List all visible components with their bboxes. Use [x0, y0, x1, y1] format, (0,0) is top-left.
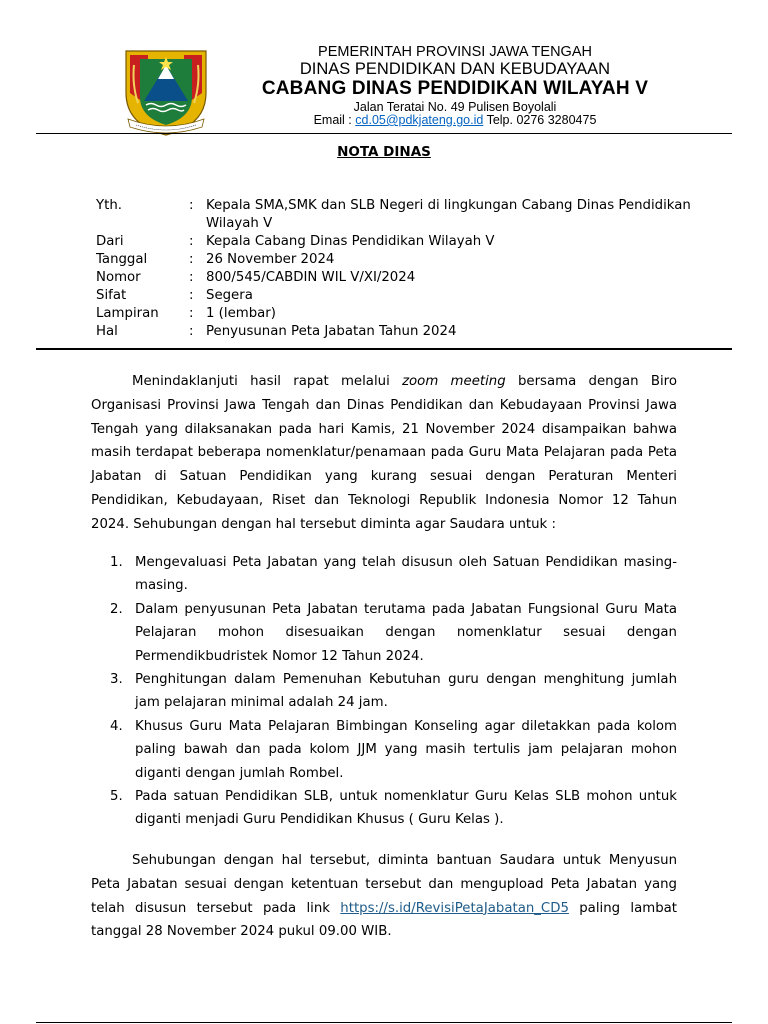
instruction-list [91, 551, 677, 832]
meta-row-sifat [96, 287, 706, 305]
meta-label: Sifat [96, 288, 127, 303]
page-bottom-rule [36, 1022, 732, 1023]
list-item [91, 668, 677, 715]
meta-colon: : [189, 288, 194, 303]
list-item [91, 598, 677, 668]
list-number: 5. [110, 789, 123, 805]
meta-label: Hal [96, 324, 118, 339]
meta-value: 26 November 2024 [206, 252, 335, 267]
metadata-divider [36, 348, 732, 350]
memo-metadata [96, 197, 706, 341]
meta-row-tanggal [96, 251, 706, 269]
header-divider [36, 133, 732, 134]
meta-row-lampiran [96, 305, 706, 323]
paragraph-italic-term: zoom meeting [402, 374, 506, 389]
closing-paragraph [91, 849, 677, 944]
header-address: Jalan Teratai No. 49 Pulisen Boyolali [353, 100, 557, 114]
email-label: Email : [313, 113, 356, 127]
meta-row-hal [96, 323, 706, 341]
meta-colon: : [189, 324, 194, 339]
list-text: Penghitungan dalam Pemenuhan Kebutuhan guru dengan menghitung jumlah jam pelajaran minimal adalah 24 jam. [135, 672, 677, 711]
header-contact [240, 113, 670, 127]
meta-colon: : [189, 306, 194, 321]
meta-row-dari [96, 233, 706, 251]
meta-row-nomor [96, 269, 706, 287]
list-number: 3. [110, 672, 123, 688]
header-government: PEMERINTAH PROVINSI JAWA TENGAH [318, 44, 592, 60]
list-text: Pada satuan Pendidikan SLB, untuk nomenklatur Guru Kelas SLB mohon untuk diganti menjadi Guru Pendidikan Khusus ( Guru Kelas ). [135, 789, 677, 828]
list-item [91, 551, 677, 598]
opening-paragraph [91, 370, 677, 537]
meta-value: Penyusunan Peta Jabatan Tahun 2024 [206, 324, 457, 339]
email-link[interactable]: cd.05@pdkjateng.go.id [355, 113, 484, 127]
meta-colon: : [189, 234, 194, 249]
list-item [91, 785, 677, 832]
header-branch: CABANG DINAS PENDIDIKAN WILAYAH V [261, 78, 649, 99]
jawa-tengah-emblem-logo [118, 45, 214, 137]
meta-value: Kepala SMA,SMK dan SLB Negeri di lingkungan Cabang Dinas Pendidikan Wilayah V [206, 198, 691, 231]
paragraph-text: paling lambat tanggal 28 November 2024 pukul 09.00 WIB. [91, 900, 677, 940]
list-number: 2. [110, 601, 123, 617]
meta-value: Kepala Cabang Dinas Pendidikan Wilayah V [206, 234, 495, 249]
paragraph-text: bersama dengan Biro Organisasi Provinsi Jawa Tengah dan Dinas Pendidikan dan Kebudayaan Provinsi Jawa Tengah yang dilaksanakan pada hari Kamis, 21 November 2024 disampaikan bahwa masih terdapat beberapa nomenklatur/penamaan pada Guru Mata Pelajaran pada Peta Jabatan di Satuan Pendidikan yang kurang sesuai dengan Peraturan Menteri Pendidikan, Kebudayaan, Riset dan Teknologi Republik Indonesia Nomor 12 Tahun 2024. Sehubungan dengan hal tersebut diminta agar Saudara untuk : [91, 374, 677, 532]
list-number: 4. [110, 718, 123, 734]
header-agency: DINAS PENDIDIKAN DAN KEBUDAYAAN [299, 60, 611, 78]
phone-text: Telp. 0276 3280475 [483, 113, 597, 127]
meta-label: Nomor [96, 270, 141, 285]
list-text: Khusus Guru Mata Pelajaran Bimbingan Konseling agar diletakkan pada kolom paling bawah dan pada kolom JJM yang masih tertulis jam pelajaran mohon diganti dengan jumlah Rombel. [135, 718, 677, 781]
meta-value: Segera [206, 288, 253, 303]
meta-label: Lampiran [96, 306, 159, 321]
meta-label: Yth. [96, 198, 122, 213]
list-number: 1. [110, 555, 123, 570]
paragraph-text: Sehubungan dengan hal tersebut, diminta bantuan Saudara untuk Menyusun Peta Jabatan sesuai dengan ketentuan tersebut dan mengupload Peta Jabatan yang telah disusun tersebut pada link [91, 853, 677, 916]
meta-colon: : [189, 270, 194, 285]
meta-row-yth [96, 197, 706, 233]
meta-label: Dari [96, 234, 124, 249]
paragraph-text: Menindaklanjuti hasil rapat melalui [132, 374, 403, 389]
meta-colon: : [189, 198, 194, 213]
list-text: Mengevaluasi Peta Jabatan yang telah disusun oleh Satuan Pendidikan masing-masing. [135, 555, 677, 594]
document-title: NOTA DINAS [337, 144, 431, 160]
meta-value: 1 (lembar) [206, 306, 276, 321]
submission-link[interactable]: https://s.id/RevisiPetaJabatan_CD5 [340, 900, 569, 916]
meta-value: 800/545/CABDIN WIL V/XI/2024 [206, 270, 416, 285]
list-text: Dalam penyusunan Peta Jabatan terutama pada Jabatan Fungsional Guru Mata Pelajaran mohon disesuaikan dengan nomenklatur sesuai dengan Permendikbudristek Nomor 12 Tahun 2024. [135, 601, 677, 664]
meta-colon: : [189, 252, 194, 267]
list-item [91, 715, 677, 785]
meta-label: Tanggal [96, 252, 148, 267]
